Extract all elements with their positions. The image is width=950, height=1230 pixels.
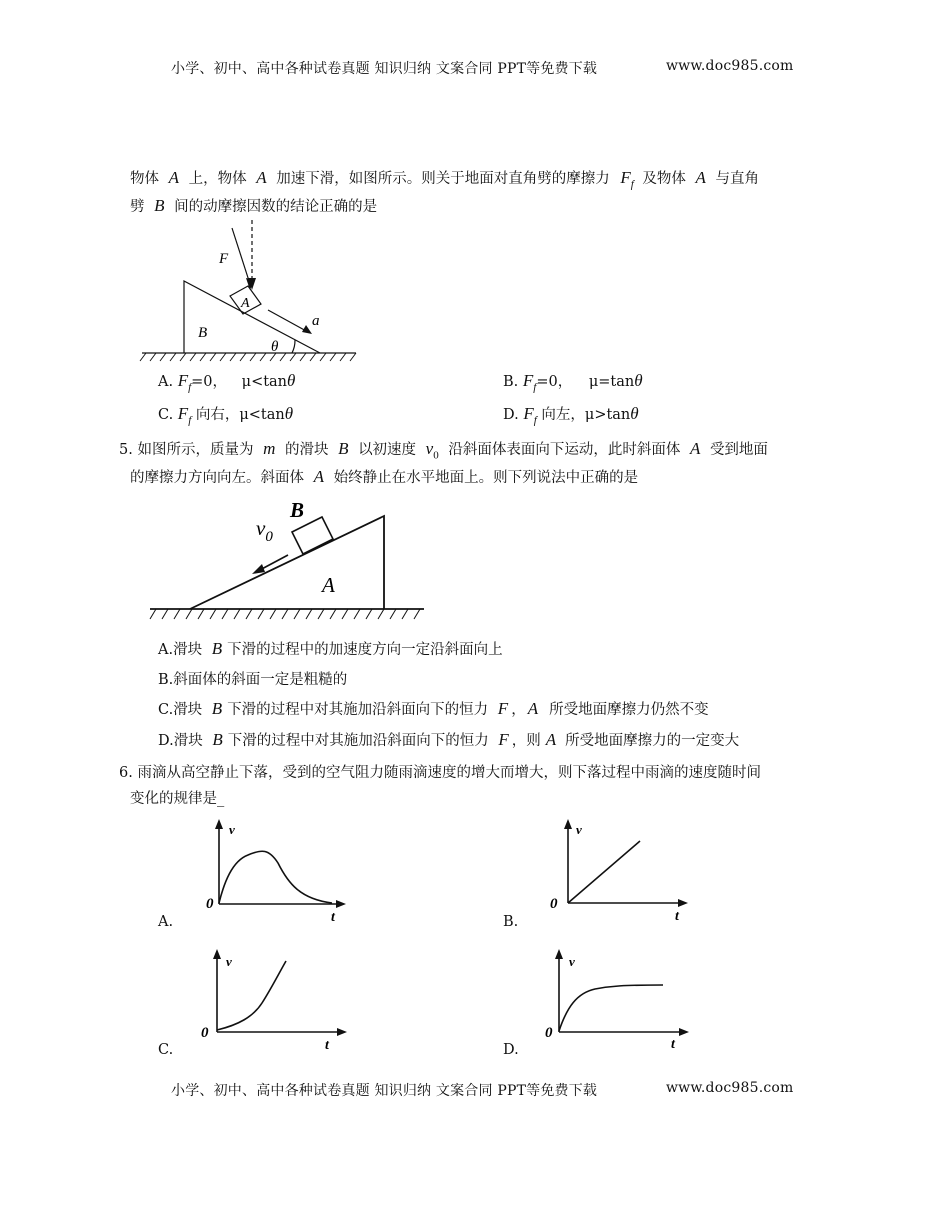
q4-option-a[interactable]: A. $F_f=0$， μ<tanθ (158, 371, 296, 394)
svg-text:t: t (331, 910, 335, 925)
q6-option-c[interactable]: C. (158, 1042, 174, 1058)
q6-option-d[interactable]: D. (503, 1042, 519, 1058)
q6-graph-a (200, 817, 350, 927)
q6-option-a[interactable]: A. (158, 914, 174, 930)
header-site: www.doc985.com (666, 58, 794, 74)
svg-text:0: 0 (550, 896, 558, 912)
q4-option-d[interactable]: D. $F_f$ 向左，μ>tanθ (503, 404, 639, 427)
q6-line2: 变化的规律是_ (130, 791, 225, 807)
fig-label-a: a (312, 313, 320, 329)
var-A: A (168, 168, 179, 187)
q6-line1: 6. 雨滴从高空静止下落，受到的空气阻力随雨滴速度的增大而增大，则下落过程中雨滴的速度随时间 (119, 765, 761, 781)
svg-text:0: 0 (206, 896, 214, 912)
fig-label-A: A (241, 296, 250, 311)
q6-graph-c (198, 945, 368, 1055)
svg-text:v: v (226, 954, 232, 969)
q6-graph-d (543, 945, 693, 1055)
q4-option-c[interactable]: C. $F_f$ 向右，μ<tanθ (158, 404, 294, 427)
svg-text:v: v (576, 822, 582, 837)
fig-label-F: F (219, 251, 229, 267)
q5-incline-figure (148, 495, 428, 625)
svg-text:0: 0 (201, 1025, 209, 1041)
q5-option-d[interactable]: D.滑块 B 下滑的过程中对其施加沿斜面向下的恒力 F ，则 A 所受地面摩擦力的一定变大 (158, 730, 740, 749)
var-Ff: $F_f$ (620, 168, 634, 191)
footer-site: www.doc985.com (666, 1080, 794, 1096)
svg-text:0: 0 (545, 1025, 553, 1041)
q6-graph-b (545, 817, 695, 927)
fig-label-v0: $v_0$ (256, 516, 273, 545)
header-text: 小学、初中、高中各种试卷真题 知识归纳 文案合同 PPT等免费下载 (171, 61, 598, 77)
svg-text:v: v (229, 822, 235, 837)
svg-text:t: t (671, 1037, 675, 1052)
svg-text:v: v (569, 954, 575, 969)
fig-label-A: A (322, 573, 335, 597)
footer-text: 小学、初中、高中各种试卷真题 知识归纳 文案合同 PPT等免费下载 (171, 1083, 598, 1099)
q5-option-c[interactable]: C.滑块 B 下滑的过程中对其施加沿斜面向下的恒力 F ， A 所受地面摩擦力仍然不变 (158, 699, 709, 718)
q4-line1: 物体 A 上，物体 A 加速下滑，如图所示。则关于地面对直角劈的摩擦力 $F_f$ 及物体 A 与直角 (130, 168, 759, 191)
q6-option-b[interactable]: B. (503, 914, 519, 930)
q5-option-b[interactable]: B.斜面体的斜面一定是粗糙的 (158, 672, 348, 688)
fig-label-B: B (198, 325, 208, 341)
svg-text:t: t (325, 1038, 329, 1053)
fig-label-theta: θ (271, 339, 279, 355)
q5-option-a[interactable]: A.滑块 B 下滑的过程中的加速度方向一定沿斜面向上 (158, 639, 503, 658)
q5-line1: 5. 如图所示，质量为 m 的滑块 B 以初速度 $v_0$ 沿斜面体表面向下运动，此时斜面体 A 受到地面 (119, 439, 768, 462)
q4-line2: 劈 B 间的动摩擦因数的结论正确的是 (130, 196, 378, 215)
q4-wedge-figure (140, 218, 360, 363)
q4-option-b[interactable]: B. $F_f=0$， μ=tanθ (503, 371, 643, 394)
fig-label-B: B (290, 498, 305, 522)
svg-text:t: t (675, 909, 679, 924)
q5-line2: 的摩擦力方向向左。斜面体 A 始终静止在水平地面上。则下列说法中正确的是 (130, 467, 639, 486)
